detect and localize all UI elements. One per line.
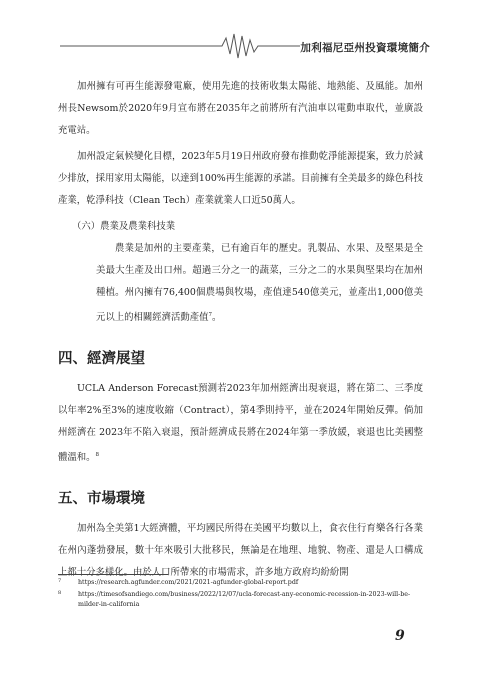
paragraph-agriculture-text: 農業是加州的主要產業，已有逾百年的歷史。乳製品、水果、及堅果是全美最大生產及出口州。超過三分之一的蔬菜，三分之二的水果與堅果均在加州種植。州內擁有76,400個農場與牧場，產值達540億美元，並產出1,000億美元以上的相關經濟活動產值 — [96, 243, 423, 324]
footnote-url[interactable]: https://research.agfunder.com/2021/2021-agfunder-global-report.pdf — [78, 579, 299, 586]
page-header — [0, 26, 480, 66]
header-title: 加利福尼亞州投資環境簡介 — [300, 42, 430, 54]
footnotes — [58, 578, 423, 610]
section-4-title: 四、經濟展望 — [58, 350, 145, 368]
paragraph-economy-text: UCLA Anderson Forecast預測若2023年加州經濟出現衰退，將在第二、三季度以年率2%至3%的速度收縮（Contract），第4季則持平，並在2024年開始反彈。倘加州經濟在 2023年不陷入衰退，預計經濟成長將在2024年第一季放緩，衰退也比美國整體溫和。 — [58, 383, 423, 464]
footnote-8 — [58, 590, 423, 610]
paragraph-solar: 加州擁有可再生能源發電廠，使用先進的技術收集太陽能、地熱能、及風能。加州州長Newsom於2020年9月宣布將在2035年之前將所有汽油車以電動車取代，並廣設充電站。 — [58, 81, 423, 136]
footnote-number: 8 — [58, 590, 62, 596]
footnote-7 — [58, 578, 423, 588]
paragraph-economy — [58, 378, 423, 469]
page-body — [58, 76, 423, 584]
footnote-url[interactable]: https://timesofsandiego.com/business/2022/12/07/ucla-forecast-any-economic-recession-in-2023-will-be-milder-in-california — [78, 591, 411, 608]
footnote-divider — [58, 574, 168, 575]
section-5-title: 五、市場環境 — [58, 490, 145, 508]
footnote-ref-8: 8 — [95, 452, 100, 459]
paragraph-market: 加州為全美第1大經濟體，平均國民所得在美國平均數以上，食衣住行育樂各行各業在州內蓬勃發展，數十年來吸引大批移民，無論是在地理、地貌、物產、還是人口構成上都十分多樣化。由於人口所帶來的市場需求，許多地方政府均紛紛開 — [58, 523, 423, 579]
paragraph-climate: 加州設定氣候變化目標，2023年5月19日州政府發布推動乾淨能源提案，致力於減少排放，採用家用太陽能，以達到100%再生能源的承諾。目前擁有全美最多的綠色科技產業，乾淨科技（Clean Tech）產業就業人口近50萬人。 — [58, 151, 423, 206]
footnote-number: 7 — [58, 578, 62, 584]
page-number: 9 — [395, 628, 405, 644]
paragraph-agriculture — [58, 238, 423, 329]
footnote-ref-7: 7 — [208, 312, 213, 318]
paragraph-agriculture-end: 。 — [212, 312, 222, 324]
subsection-heading: （六）農業及農業科技業 — [72, 221, 176, 232]
